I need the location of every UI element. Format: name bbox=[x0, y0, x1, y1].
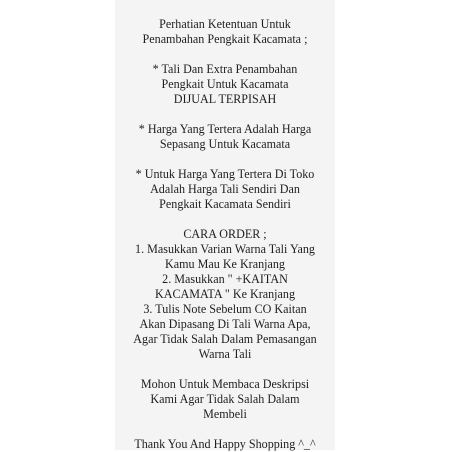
heading-line-1: Perhatian Ketentuan Untuk bbox=[159, 17, 291, 31]
order-step-3-line-3: Agar Tidak Salah Dalam Pemasangan bbox=[133, 332, 317, 346]
heading-line-2: Penambahan Pengkait Kacamata ; bbox=[142, 32, 308, 46]
order-step-2-line-1: 2. Masukkan " +KAITAN bbox=[162, 272, 288, 286]
note3-line-2: Adalah Harga Tali Sendiri Dan bbox=[150, 182, 300, 196]
closing-line-1: Mohon Untuk Membaca Deskripsi bbox=[140, 377, 310, 391]
order-step-2-line-2: KACAMATA " Ke Kranjang bbox=[154, 287, 295, 301]
spacer bbox=[0, 212, 450, 227]
spacer bbox=[0, 47, 450, 62]
order-step-1-line-2: Kamu Mau Ke Kranjang bbox=[165, 257, 285, 271]
note1-line-1: * Tali Dan Extra Penambahan bbox=[152, 62, 298, 76]
order-step-3-line-2: Akan Dipasang Di Tali Warna Apa, bbox=[139, 317, 311, 331]
spacer bbox=[0, 422, 450, 437]
note3-line-1: * Untuk Harga Yang Tertera Di Toko bbox=[135, 167, 315, 181]
spacer bbox=[0, 107, 450, 122]
order-step-1-line-1: 1. Masukkan Varian Warna Tali Yang bbox=[135, 242, 315, 256]
order-heading: CARA ORDER ; bbox=[183, 227, 267, 241]
thanks-line: Thank You And Happy Shopping ^_^ bbox=[134, 437, 316, 451]
spacer bbox=[0, 362, 450, 377]
note2-line-2: Sepasang Untuk Kacamata bbox=[159, 137, 291, 151]
order-step-3-line-4: Warna Tali bbox=[198, 347, 252, 361]
note2-line-1: * Harga Yang Tertera Adalah Harga bbox=[138, 122, 312, 136]
note1-line-3: DIJUAL TERPISAH bbox=[173, 92, 277, 106]
order-step-3-line-1: 3. Tulis Note Sebelum CO Kaitan bbox=[143, 302, 307, 316]
note3-line-3: Pengkait Kacamata Sendiri bbox=[159, 197, 291, 211]
closing-line-2: Kami Agar Tidak Salah Dalam bbox=[150, 392, 300, 406]
notice-text bbox=[0, 17, 450, 452]
spacer bbox=[0, 152, 450, 167]
closing-line-3: Membeli bbox=[203, 407, 247, 421]
note1-line-2: Pengkait Untuk Kacamata bbox=[161, 77, 289, 91]
